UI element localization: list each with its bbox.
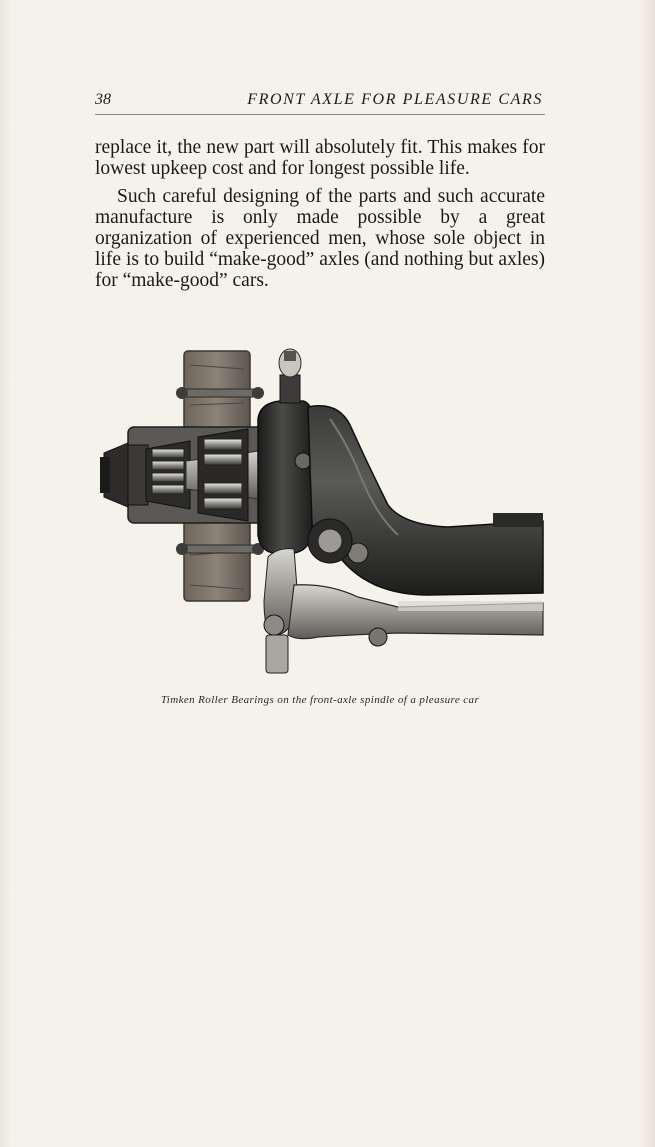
figure-caption: Timken Roller Bearings on the front-axle spindle of a pleasure car bbox=[160, 694, 480, 706]
axle-illustration bbox=[98, 345, 548, 685]
page-header bbox=[95, 90, 545, 115]
running-title: FRONT AXLE FOR PLEASURE CARS bbox=[247, 91, 543, 108]
paragraph-2: Such careful designing of the parts and such accurate manufacture is only made possible by a great organization of experienced men, whose sole object in life is to build “make-good” axles (and nothing but axles) for “make-good” cars. bbox=[95, 186, 545, 291]
body-text bbox=[95, 137, 545, 298]
axle-spindle-drawing bbox=[98, 345, 548, 685]
page-number: 38 bbox=[95, 91, 111, 108]
paragraph-1: replace it, the new part will absolutely fit. This makes for lowest upkeep cost and for longest possible life. bbox=[95, 137, 545, 179]
